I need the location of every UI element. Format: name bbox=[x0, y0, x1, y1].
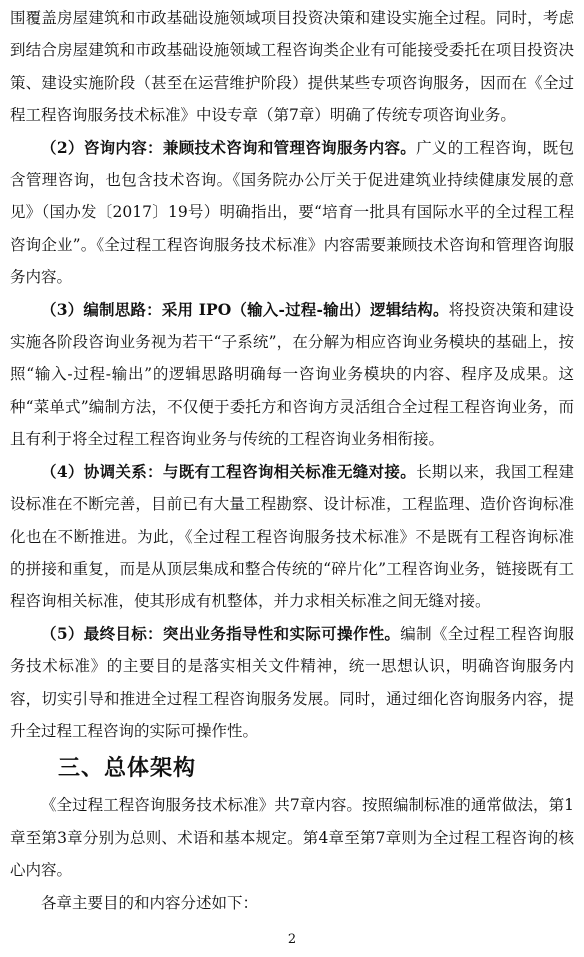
paragraph-lead-final-goal: （5）最终目标：突出业务指导性和实际可操作性。 bbox=[41, 623, 401, 643]
paragraph-scope-continued: 围覆盖房屋建筑和市政基础设施领域项目投资决策和建设实施全过程。同时，考虑到结合房屋建筑和市政基础设施领域工程咨询类企业有可能接受委托在项目投资决策、建设实施阶段（甚至在运营维护阶段）提供某些专项咨询服务，因而在《全过程工程咨询服务技术标准》中设专章（第7章）明确了传统专项咨询业务。 bbox=[10, 9, 574, 125]
paragraph-structure-overview: 《全过程工程咨询服务技术标准》共7章内容。按照编制标准的通常做法，第1章至第3章分别为总则、术语和基本规定。第4章至第7章则为全过程工程咨询的核心内容。 bbox=[10, 796, 574, 880]
section-heading-overall-structure: 三、总体架构 bbox=[58, 756, 197, 782]
paragraph-coordination bbox=[10, 456, 574, 618]
page-number: 2 bbox=[287, 932, 297, 947]
paragraph-lead-compilation-approach: （3）编制思路：采用 IPO（输入-过程-输出）逻辑结构。 bbox=[41, 299, 449, 319]
paragraph-body-consulting-content: 广义的工程咨询，既包含管理咨询，也包含技术咨询。《国务院办公厅关于促进建筑业持续健康发展的意见》（国办发〔2017〕19号）明确指出，要“培育一批具有国际水平的全过程工程咨询企业”。《全过程工程咨询服务技术标准》内容需要兼顾技术咨询和管理咨询服务内容。 bbox=[10, 138, 574, 287]
paragraph-compilation-approach bbox=[10, 294, 574, 456]
paragraph-body-compilation-approach: 将投资决策和建设实施各阶段咨询业务视为若干“子系统”，在分解为相应咨询业务模块的基础上，按照“输入-过程-输出”的逻辑思路明确每一咨询业务模块的内容、程序及成果。这种“菜单式”编制方法，不仅便于委托方和咨询方灵活组合全过程工程咨询业务，而且有利于将全过程工程咨询业务与传统的工程咨询业务相衔接。 bbox=[10, 300, 574, 449]
paragraph-lead-coordination: （4）协调关系：与既有工程咨询相关标准无缝对接。 bbox=[41, 461, 417, 481]
paragraph-consulting-content bbox=[10, 132, 574, 294]
paragraph-body-coordination: 长期以来，我国工程建设标准在不断完善，目前已有大量工程勘察、设计标准，工程监理、造价咨询标准化也在不断推进。为此，《全过程工程咨询服务技术标准》不是既有工程咨询标准的拼接和重复，而是从顶层集成和整合传统的“碎片化”工程咨询业务，链接既有工程咨询相关标准，使其形成有机整体，并力求相关标准之间无缝对接。 bbox=[10, 462, 574, 611]
paragraph-final-goal bbox=[10, 618, 574, 748]
paragraph-body-final-goal: 编制《全过程工程咨询服务技术标准》的主要目的是落实相关文件精神，统一思想认识，明确咨询服务内容，切实引导和推进全过程工程咨询服务发展。同时，通过细化咨询服务内容，提升全过程工程咨询的实际可操作性。 bbox=[10, 624, 574, 740]
paragraph-chapter-intro: 各章主要目的和内容分述如下： bbox=[41, 893, 259, 912]
paragraph-lead-consulting-content: （2）咨询内容：兼顾技术咨询和管理咨询服务内容。 bbox=[41, 137, 417, 157]
